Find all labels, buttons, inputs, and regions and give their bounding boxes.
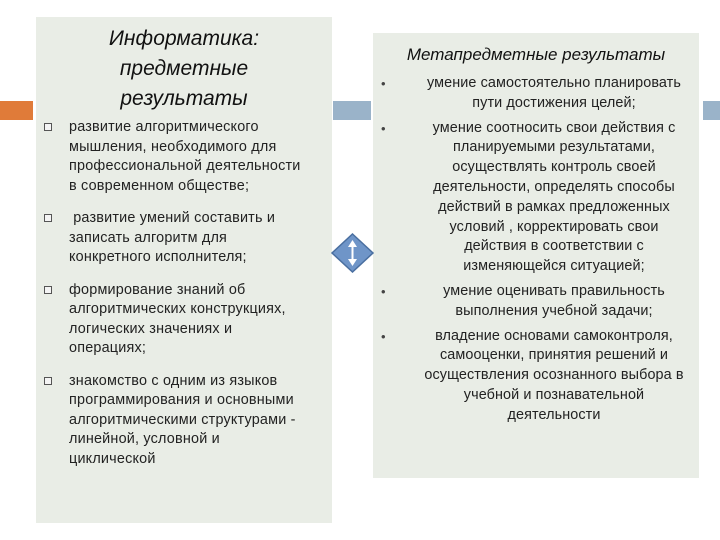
item-line: логических значениях и [69,320,233,337]
item-line: действий в рамках предложенных [438,198,670,215]
item-line: алгоритмическими структурами - [69,411,296,428]
item-line: программирования и основными [69,392,294,408]
item-line: планируемыми результатами, [452,139,656,156]
left-title-line: предметные [119,57,249,80]
item-line: учебной и познавательной [463,386,645,403]
item-line: операциях; [69,340,147,356]
item-line: формирование знаний об [69,281,246,298]
dot-bullet-icon: • [381,76,386,91]
item-line: деятельности [507,406,601,423]
item-line: умение оценивать правильность [443,282,665,299]
item-line: изменяющейся ситуацией; [463,258,645,275]
list-item [378,282,700,322]
item-line: циклической [69,450,156,467]
item-line: владение основами самоконтроля, [435,327,673,344]
item-line: действия в соответствии с [464,238,644,255]
right-panel-title: Метапредметные результаты [406,45,666,64]
meta-results-list [378,74,700,431]
subject-results-list [44,118,329,482]
item-line: записать алгоритм для [69,229,228,246]
blue-accent-bar [333,101,371,120]
item-line: линейной, условной и [69,431,220,447]
dot-bullet-icon: • [381,120,386,136]
item-line: алгоритмических конструкциях, [69,301,286,317]
item-line: мышления, необходимого для [69,138,277,155]
list-item [44,118,329,196]
left-title-line: Информатика: [108,27,260,50]
item-line: знакомство с одним из языков [69,372,278,389]
arrow-stem [352,247,354,259]
item-line: умение самостоятельно планировать [427,75,681,91]
item-line: самооценки, принятия решений и [439,347,669,364]
item-line: профессиональной деятельности [69,158,301,174]
item-line: деятельности, определять способы [433,178,675,195]
orange-accent-bar [0,101,33,120]
slide-nav-diamond-icon[interactable] [330,233,375,273]
square-bullet-icon [44,123,52,131]
item-line: развитие умений составить и [69,210,276,226]
square-bullet-icon [44,214,52,222]
left-panel-title [36,24,332,114]
dot-bullet-icon: • [381,283,386,299]
item-line: осуществлять контроль своей [452,159,656,176]
item-line: условий , корректировать свои [449,218,659,235]
list-item [378,327,700,426]
list-item [378,119,700,277]
square-bullet-icon [44,377,52,385]
list-item [378,74,700,114]
item-line: умение соотносить свои действия с [432,119,676,136]
item-line: выполнения учебной задачи; [455,302,653,319]
list-item [44,209,329,268]
item-line: пути достижения целей; [472,94,636,111]
left-title-line: результаты [120,87,248,110]
item-line: развитие алгоритмического [69,119,259,135]
blue-accent-bar-right [703,101,720,120]
item-line: осуществления осознанного выбора в [424,367,684,384]
dot-bullet-icon: • [381,328,386,344]
list-item [44,281,329,359]
list-item [44,372,329,470]
item-line: в современном обществе; [69,177,250,194]
item-line: конкретного исполнителя; [69,249,247,265]
square-bullet-icon [44,286,52,294]
